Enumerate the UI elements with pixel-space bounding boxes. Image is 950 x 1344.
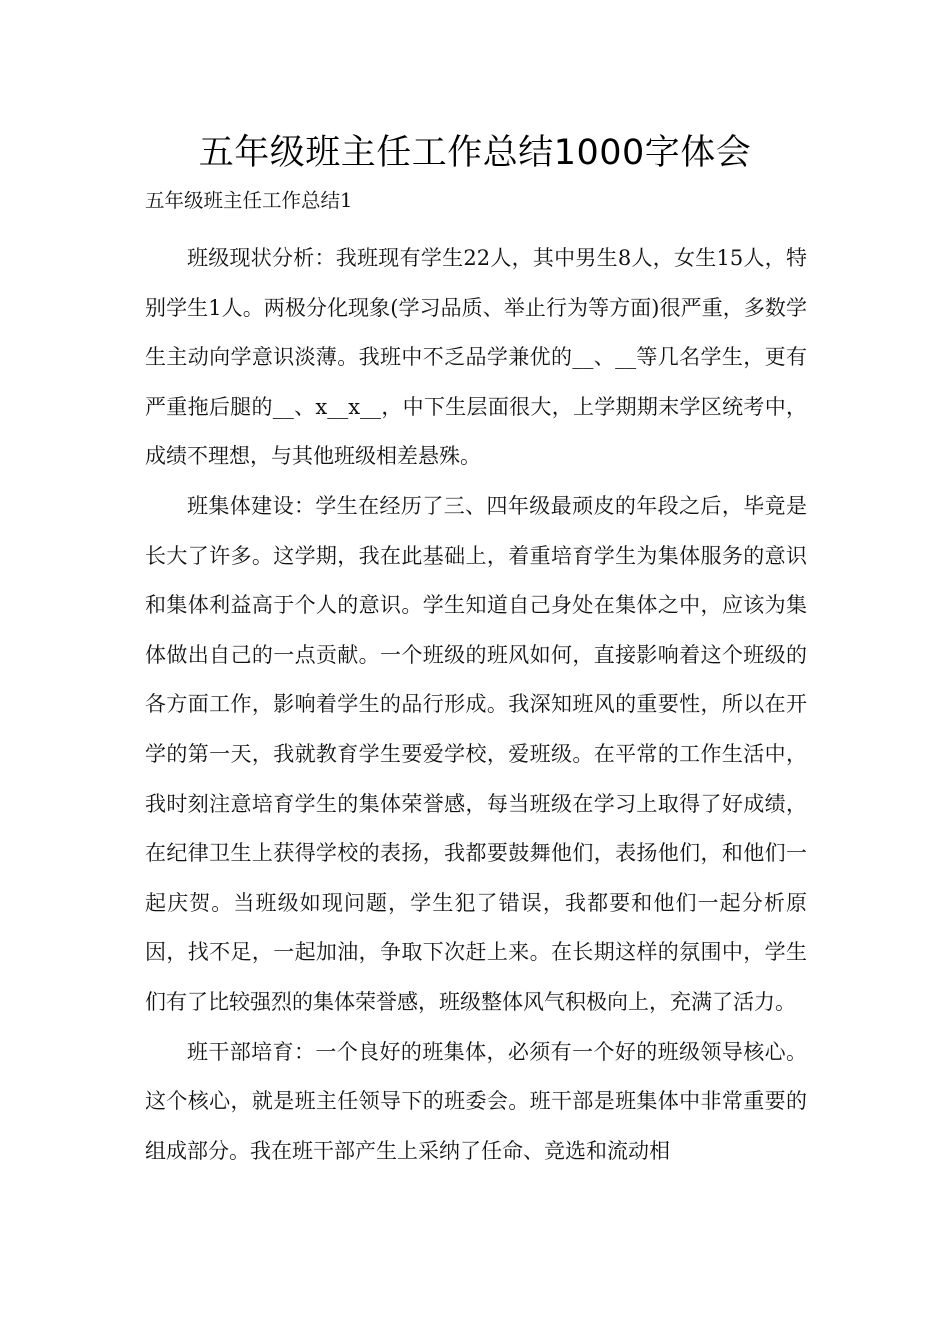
paragraph-class-status: 班级现状分析：我班现有学生22人，其中男生8人，女生15人，特别学生1人。两极分化现象(学习品质、举止行为等方面)很严重，多数学生主动向学意识淡薄。我班中不乏品学兼优的__、__等几名学生，更有严重拖后腿的__、x__x__，中下生层面很大，上学期期末学区统考中，成绩不理想，与其他班级相差悬殊。: [145, 246, 807, 469]
document-subtitle: 五年级班主任工作总结1: [145, 189, 353, 212]
document-body: [145, 234, 807, 1176]
document-title: 五年级班主任工作总结1000字体会: [198, 133, 752, 173]
paragraph-class-building: 班集体建设：学生在经历了三、四年级最顽皮的年段之后，毕竟是长大了许多。这学期，我在此基础上，着重培育学生为集体服务的意识和集体利益高于个人的意识。学生知道自己身处在集体之中，应该为集体做出自己的一点贡献。一个班级的班风如何，直接影响着这个班级的各方面工作，影响着学生的品行形成。我深知班风的重要性，所以在开学的第一天，我就教育学生要爱学校，爱班级。在平常的工作生活中，我时刻注意培育学生的集体荣誉感，每当班级在学习上取得了好成绩，在纪律卫生上获得学校的表扬，我都要鼓舞他们，表扬他们，和他们一起庆贺。当班级如现问题，学生犯了错误，我都要和他们一起分析原因，找不足，一起加油，争取下次赶上来。在长期这样的氛围中，学生们有了比较强烈的集体荣誉感，班级整体风气积极向上，充满了活力。: [145, 493, 807, 1014]
paragraph-class-cadre: 班干部培育：一个良好的班集体，必须有一个好的班级领导核心。这个核心，就是班主任领导下的班委会。班干部是班集体中非常重要的组成部分。我在班干部产生上采纳了任命、竞选和流动相: [145, 1039, 807, 1163]
